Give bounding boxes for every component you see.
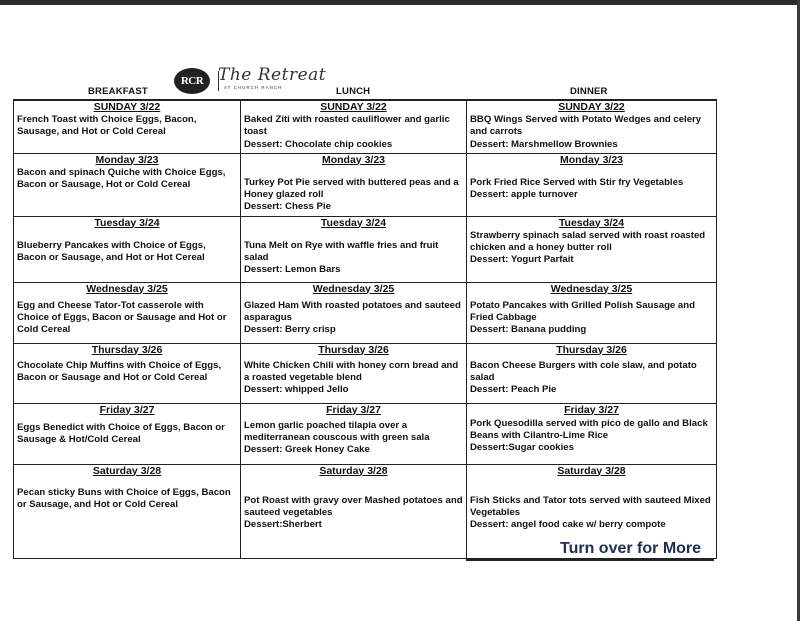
logo-tagline: AT CHURCH RANCH (224, 85, 283, 90)
menu-table (13, 99, 717, 559)
dinner-dessert: Dessert: apple turnover (470, 188, 578, 200)
day-label: Friday 3/27 (326, 403, 381, 416)
lunch-dessert: Dessert:Sherbert (244, 519, 322, 531)
day-label: Thursday 3/26 (318, 343, 389, 356)
lunch-cell (241, 153, 467, 216)
breakfast-item: Blueberry Pancakes with Choice of Eggs, Bacon or Sausage, and Hot or Hot Cereal (17, 239, 206, 263)
dinner-cell (467, 282, 717, 343)
day-label: Saturday 3/28 (557, 464, 626, 477)
breakfast-heading: BREAKFAST (88, 86, 148, 97)
dinner-dessert: Dessert: Yogurt Parfait (470, 254, 574, 266)
lunch-dessert: Dessert: whipped Jello (244, 384, 349, 396)
lunch-item: Turkey Pot Pie served with buttered peas and a Honey glazed roll (244, 176, 459, 200)
dinner-dessert: Dessert: Marshmellow Brownies (470, 138, 618, 150)
day-label: Monday 3/23 (321, 153, 386, 166)
logo-monogram: RCR (174, 68, 210, 94)
breakfast-cell (14, 343, 241, 403)
lunch-item: Pot Roast with gravy over Mashed potatoes and sauteed vegetables (244, 494, 463, 518)
breakfast-cell (14, 403, 241, 464)
day-label: Wednesday 3/25 (550, 282, 633, 295)
dinner-cell (467, 153, 717, 216)
lunch-dessert: Dessert: Lemon Bars (244, 264, 341, 276)
dinner-dessert: Dessert: Banana pudding (470, 324, 587, 336)
dinner-item: Bacon Cheese Burgers with cole slaw, and potato salad (470, 359, 697, 383)
day-label: Friday 3/27 (99, 403, 155, 416)
breakfast-cell (14, 153, 241, 216)
top-border (0, 0, 800, 5)
menu-row-friday (14, 403, 717, 464)
menu-row-wednesday (14, 282, 717, 343)
dinner-cell (467, 403, 717, 464)
breakfast-cell (14, 282, 241, 343)
lunch-item: Tuna Melt on Rye with waffle fries and fruit salad (244, 239, 439, 263)
breakfast-item: Egg and Cheese Tator-Tot casserole with Choice of Eggs, Bacon or Sausage and Hot or Cold Cereal (17, 299, 227, 336)
day-label: Wednesday 3/25 (86, 282, 168, 295)
dinner-item: Pork Quesodilla served with pico de gallo and Black Beans with Cilantro-Lime Rice (470, 417, 708, 441)
lunch-dessert: Dessert: Berry crisp (244, 324, 336, 336)
lunch-cell (241, 464, 467, 558)
dinner-dessert: Dessert: angel food cake w/ berry compote (470, 519, 666, 531)
day-label: SUNDAY 3/22 (320, 101, 387, 113)
breakfast-item: Bacon and spinach Quiche with Choice Eggs, Bacon or Sausage, Hot or Cold Cereal (17, 166, 226, 190)
dinner-item: BBQ Wings Served with Potato Wedges and celery and carrots (470, 114, 702, 138)
dinner-item: Pork Fried Rice Served with Stir fry Vegetables (470, 176, 684, 188)
dinner-item: Fish Sticks and Tator tots served with sauteed Mixed Vegetables (470, 494, 711, 518)
dinner-item: Potato Pancakes with Grilled Polish Sausage and Fried Cabbage (470, 299, 695, 323)
day-label: Thursday 3/26 (556, 343, 627, 356)
lunch-dessert: Dessert: Chess Pie (244, 201, 331, 213)
dinner-cell (467, 100, 717, 153)
menu-row-thursday (14, 343, 717, 403)
breakfast-item: Pecan sticky Buns with Choice of Eggs, Bacon or Sausage, and Hot or Cold Cereal (17, 486, 231, 510)
dinner-cell (467, 216, 717, 282)
breakfast-cell (14, 100, 241, 153)
day-label: Saturday 3/28 (319, 464, 388, 477)
turn-over-note: Turn over for More (560, 540, 702, 557)
turn-over-underline (466, 559, 714, 561)
day-label: SUNDAY 3/22 (558, 101, 625, 113)
day-label: SUNDAY 3/22 (93, 101, 161, 113)
day-label: Friday 3/27 (564, 403, 619, 416)
lunch-cell (241, 403, 467, 464)
menu-row-monday (14, 153, 717, 216)
breakfast-cell (14, 216, 241, 282)
breakfast-item: French Toast with Choice Eggs, Bacon, Sausage, and Hot or Cold Cereal (17, 114, 197, 138)
day-label: Wednesday 3/25 (312, 282, 395, 295)
day-label: Tuesday 3/24 (558, 216, 625, 229)
day-label: Saturday 3/28 (92, 464, 162, 477)
lunch-dessert: Dessert: Greek Honey Cake (244, 444, 370, 456)
lunch-cell (241, 216, 467, 282)
day-label: Tuesday 3/24 (94, 216, 160, 229)
lunch-dessert: Dessert: Chocolate chip cookies (244, 138, 393, 150)
breakfast-item: Eggs Benedict with Choice of Eggs, Bacon or Sausage & Hot/Cold Cereal (17, 421, 225, 445)
day-label: Thursday 3/26 (91, 343, 163, 356)
day-label: Tuesday 3/24 (320, 216, 387, 229)
menu-row-sunday (14, 100, 717, 153)
breakfast-item: Chocolate Chip Muffins with Choice of Eggs, Bacon or Sausage and Hot or Cold Cereal (17, 359, 222, 383)
dinner-cell (467, 343, 717, 403)
lunch-cell (241, 343, 467, 403)
lunch-cell (241, 100, 467, 153)
dinner-dessert: Dessert:Sugar cookies (470, 442, 574, 454)
day-label: Monday 3/23 (95, 153, 159, 166)
breakfast-cell (14, 464, 241, 558)
lunch-item: Baked Ziti with roasted cauliflower and garlic toast (244, 114, 450, 138)
dinner-dessert: Dessert: Peach Pie (470, 384, 557, 396)
lunch-cell (241, 282, 467, 343)
menu-row-tuesday (14, 216, 717, 282)
logo-script: The Retreat (218, 65, 327, 85)
dinner-item: Strawberry spinach salad served with roast roasted chicken and a honey butter roll (470, 229, 706, 253)
dinner-heading: DINNER (570, 86, 608, 97)
lunch-item: White Chicken Chili with honey corn bread and a roasted vegetable blend (244, 359, 459, 383)
lunch-item: Glazed Ham With roasted potatoes and sauteed asparagus (244, 299, 461, 323)
day-label: Monday 3/23 (559, 153, 624, 166)
lunch-item: Lemon garlic poached tilapia over a mediterranean couscous with green sala (244, 419, 430, 443)
retreat-logo (172, 66, 332, 98)
lunch-heading: LUNCH (336, 86, 371, 97)
